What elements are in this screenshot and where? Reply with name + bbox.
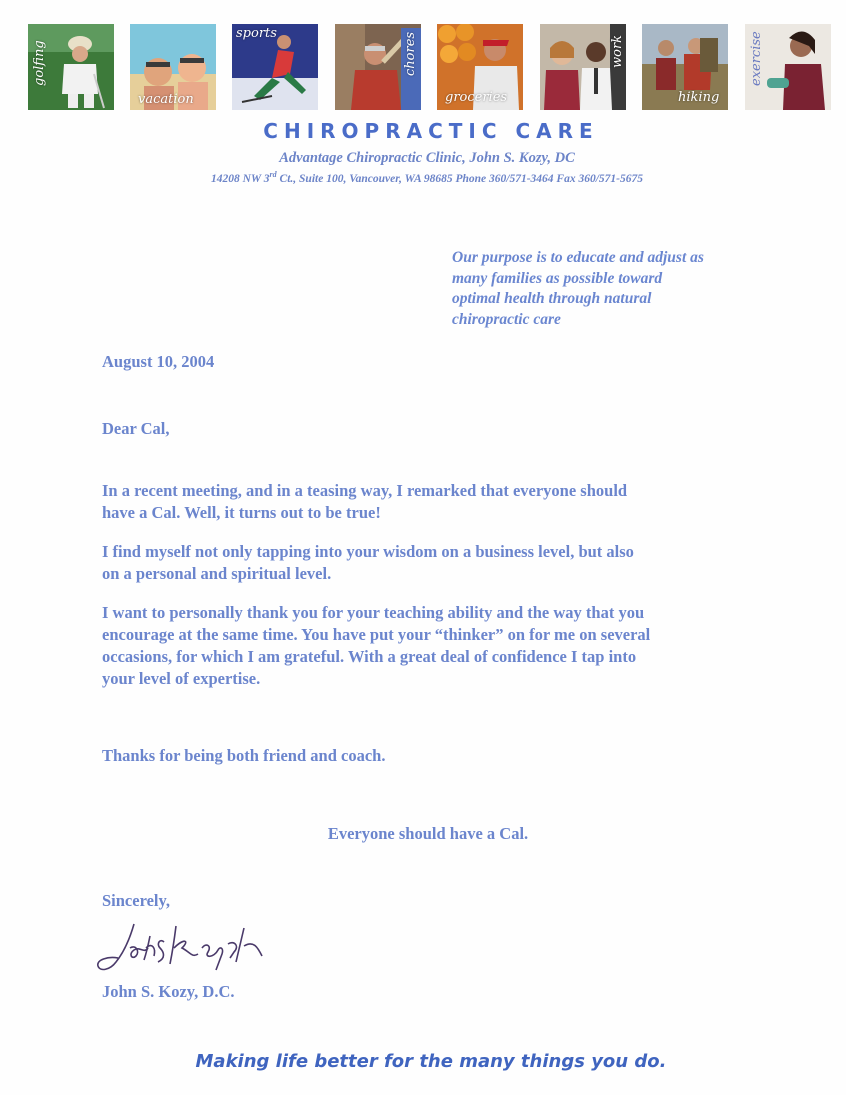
- clinic-address: [0, 170, 846, 185]
- paragraph-line: on a personal and spiritual level.: [102, 564, 332, 583]
- address-prefix: 14208 NW 3: [210, 172, 270, 185]
- clinic-name: Advantage Chiropractic Clinic, John S. Kozy, DC: [279, 150, 575, 166]
- mission-line: Our purpose is to educate and adjust as: [452, 249, 704, 266]
- paragraph-line: I find myself not only tapping into your wisdom on a business level, but also: [102, 542, 634, 561]
- address-superscript: rd: [269, 170, 277, 179]
- photo-hiking: [642, 24, 728, 110]
- letter-signer: John S. Kozy, D.C.: [102, 982, 235, 1001]
- photo-vacation: [130, 24, 216, 110]
- photo-groceries: [437, 24, 523, 110]
- mission-line: chiropractic care: [452, 310, 561, 328]
- letter-date: August 10, 2004: [102, 352, 215, 371]
- photo-work: [540, 24, 626, 110]
- letter-tagline: Everyone should have a Cal.: [327, 824, 529, 843]
- paragraph-line: have a Cal. Well, it turns out to be true!: [102, 503, 381, 522]
- mission-statement: [452, 248, 772, 330]
- mission-line: optimal health through natural: [452, 290, 652, 307]
- letter-paragraph-2: [102, 541, 762, 585]
- photo-sports: [232, 24, 318, 110]
- photo-caption: sports: [236, 26, 277, 41]
- letterhead-title: CHIROPRACTIC CARE: [263, 119, 599, 143]
- letter-thanks: Thanks for being both friend and coach.: [102, 746, 386, 765]
- photo-caption: chores: [403, 31, 418, 76]
- paragraph-line: I want to personally thank you for your teaching ability and the way that you: [102, 603, 645, 622]
- letter-paragraph-1: [102, 480, 762, 524]
- address-suffix: Ct., Suite 100, Vancouver, WA 98685 Phone 360/571-3464 Fax 360/571-5675: [276, 172, 644, 185]
- photo-golfing: [28, 24, 114, 110]
- handwritten-signature: [94, 918, 274, 978]
- paragraph-line: In a recent meeting, and in a teasing way, I remarked that everyone should: [102, 481, 628, 500]
- footer-slogan: Making life better for the many things you do.: [195, 1051, 667, 1072]
- photo-exercise: [745, 24, 831, 110]
- paragraph-line: occasions, for which I am grateful. With a great deal of confidence I tap into: [102, 647, 637, 666]
- paragraph-line: your level of expertise.: [102, 669, 261, 688]
- photo-caption: hiking: [678, 90, 720, 105]
- photo-caption: work: [610, 34, 625, 68]
- letter-closing: Sincerely,: [102, 891, 170, 910]
- letter-paragraph-3: [102, 602, 762, 690]
- photo-caption: exercise: [749, 31, 764, 86]
- mission-line: many families as possible toward: [452, 269, 663, 287]
- photo-chores: [335, 24, 421, 110]
- photo-caption: vacation: [138, 92, 194, 107]
- letter-salutation: Dear Cal,: [102, 419, 170, 438]
- photo-caption: groceries: [445, 90, 508, 105]
- paragraph-line: encourage at the same time. You have put your “thinker” on for me on several: [102, 625, 651, 644]
- photo-strip: [28, 24, 831, 111]
- photo-caption: golfing: [32, 40, 47, 86]
